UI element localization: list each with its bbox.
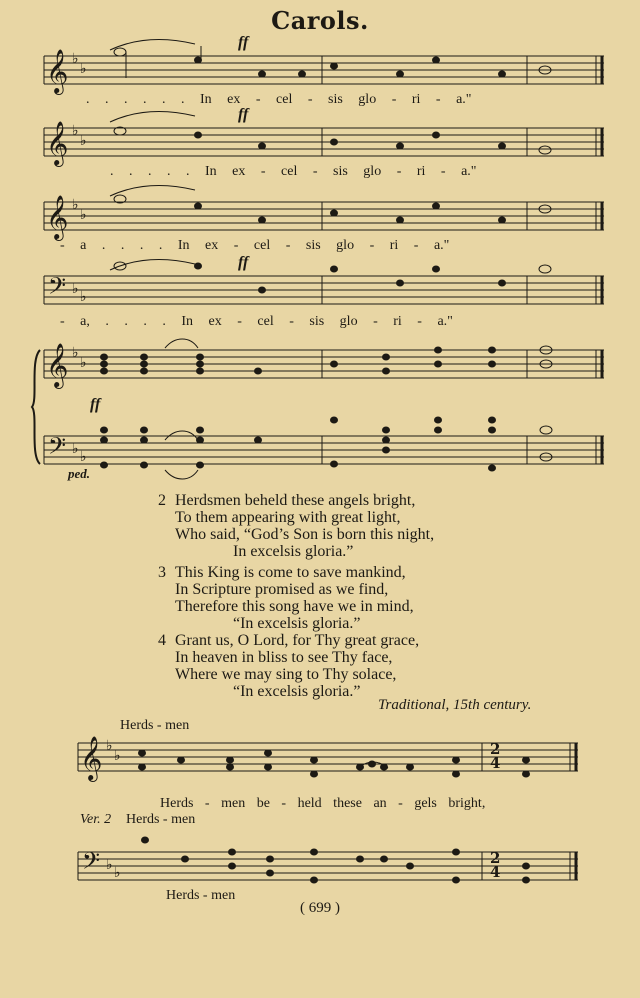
pedal-label: ped. — [68, 466, 91, 481]
svg-text:♭: ♭ — [80, 289, 87, 305]
lyric-line: Herds - men — [126, 812, 196, 827]
svg-text:♭: ♭ — [80, 133, 87, 149]
time-signature: 2 4 — [490, 740, 501, 772]
svg-text:♭: ♭ — [80, 449, 87, 465]
svg-text:♭: ♭ — [80, 207, 87, 223]
svg-text:♭: ♭ — [72, 345, 79, 361]
svg-text:♭: ♭ — [106, 738, 113, 754]
page-title: Carols. — [271, 6, 369, 35]
lyric-line: Herds - men — [166, 888, 236, 903]
verse-2: 2 Herdsmen beheld these angels bright, To them appearing with great light, Who said, “God’s Son is born this night, In excelsis gloria.” — [158, 492, 435, 560]
lyric-line: - a, . . . . In ex - cel - sis glo - ri - a." — [60, 314, 453, 329]
staff-tenor — [44, 202, 604, 230]
lyric-line: . . . . . In ex - cel - sis glo - ri - a." — [110, 164, 477, 179]
svg-text:♭: ♭ — [72, 123, 79, 139]
treble-clef-icon: 𝄞 — [46, 343, 69, 387]
svg-text:♭: ♭ — [114, 865, 121, 881]
staff-alto — [44, 128, 604, 156]
staff-bass — [44, 276, 604, 304]
lyric-line: Herds - men be - held these an - gels bright, — [160, 796, 486, 811]
bass-clef-icon: 𝄢 — [48, 432, 67, 465]
svg-text:♭: ♭ — [80, 61, 87, 77]
svg-text:♭: ♭ — [72, 441, 79, 457]
lyric-line: - a . . . . In ex - cel - sis glo - ri - a." — [60, 238, 450, 253]
verse-3: 3 This King is come to save mankind, In Scripture promised as we find, Therefore this song have we in mind, “In excelsis gloria.” — [158, 564, 414, 632]
verse-label: Ver. 2 — [80, 812, 112, 827]
time-signature: 2 4 — [490, 849, 501, 881]
dynamic-marking: ff — [238, 106, 249, 123]
staff-bass-verse — [78, 849, 578, 881]
svg-text:♭: ♭ — [72, 281, 79, 297]
treble-clef-icon: 𝄞 — [46, 49, 69, 93]
staff-organ-treble — [44, 350, 604, 378]
svg-text:♭: ♭ — [106, 857, 113, 873]
staff-voice-verse — [78, 740, 578, 772]
bass-clef-icon: 𝄢 — [82, 847, 101, 880]
treble-clef-icon: 𝄞 — [46, 195, 69, 239]
svg-text:♭: ♭ — [80, 355, 87, 371]
svg-text:♭: ♭ — [72, 197, 79, 213]
treble-clef-icon: 𝄞 — [46, 121, 69, 165]
svg-text:♭: ♭ — [72, 51, 79, 67]
dynamic-marking: ff — [238, 254, 249, 271]
verse-4: 4 Grant us, O Lord, for Thy great grace, In heaven in bliss to see Thy face, Where we may sing to Thy solace, “In excelsis gloria.” — [158, 632, 420, 700]
treble-clef-icon: 𝄞 — [80, 736, 103, 780]
lyric-line: . . . . . . In ex - cel - sis glo - ri - a." — [86, 92, 472, 107]
dynamic-marking: ff — [90, 396, 101, 413]
attribution: Traditional, 15th century. — [378, 697, 532, 713]
bass-clef-icon: 𝄢 — [48, 272, 67, 305]
staff-organ-bass — [44, 436, 604, 464]
dynamic-marking: ff — [238, 34, 249, 51]
page-number: ( 699 ) — [300, 900, 340, 916]
lyric-line: Herds - men — [120, 718, 190, 733]
staff-soprano — [44, 56, 604, 84]
svg-text:♭: ♭ — [114, 748, 121, 764]
